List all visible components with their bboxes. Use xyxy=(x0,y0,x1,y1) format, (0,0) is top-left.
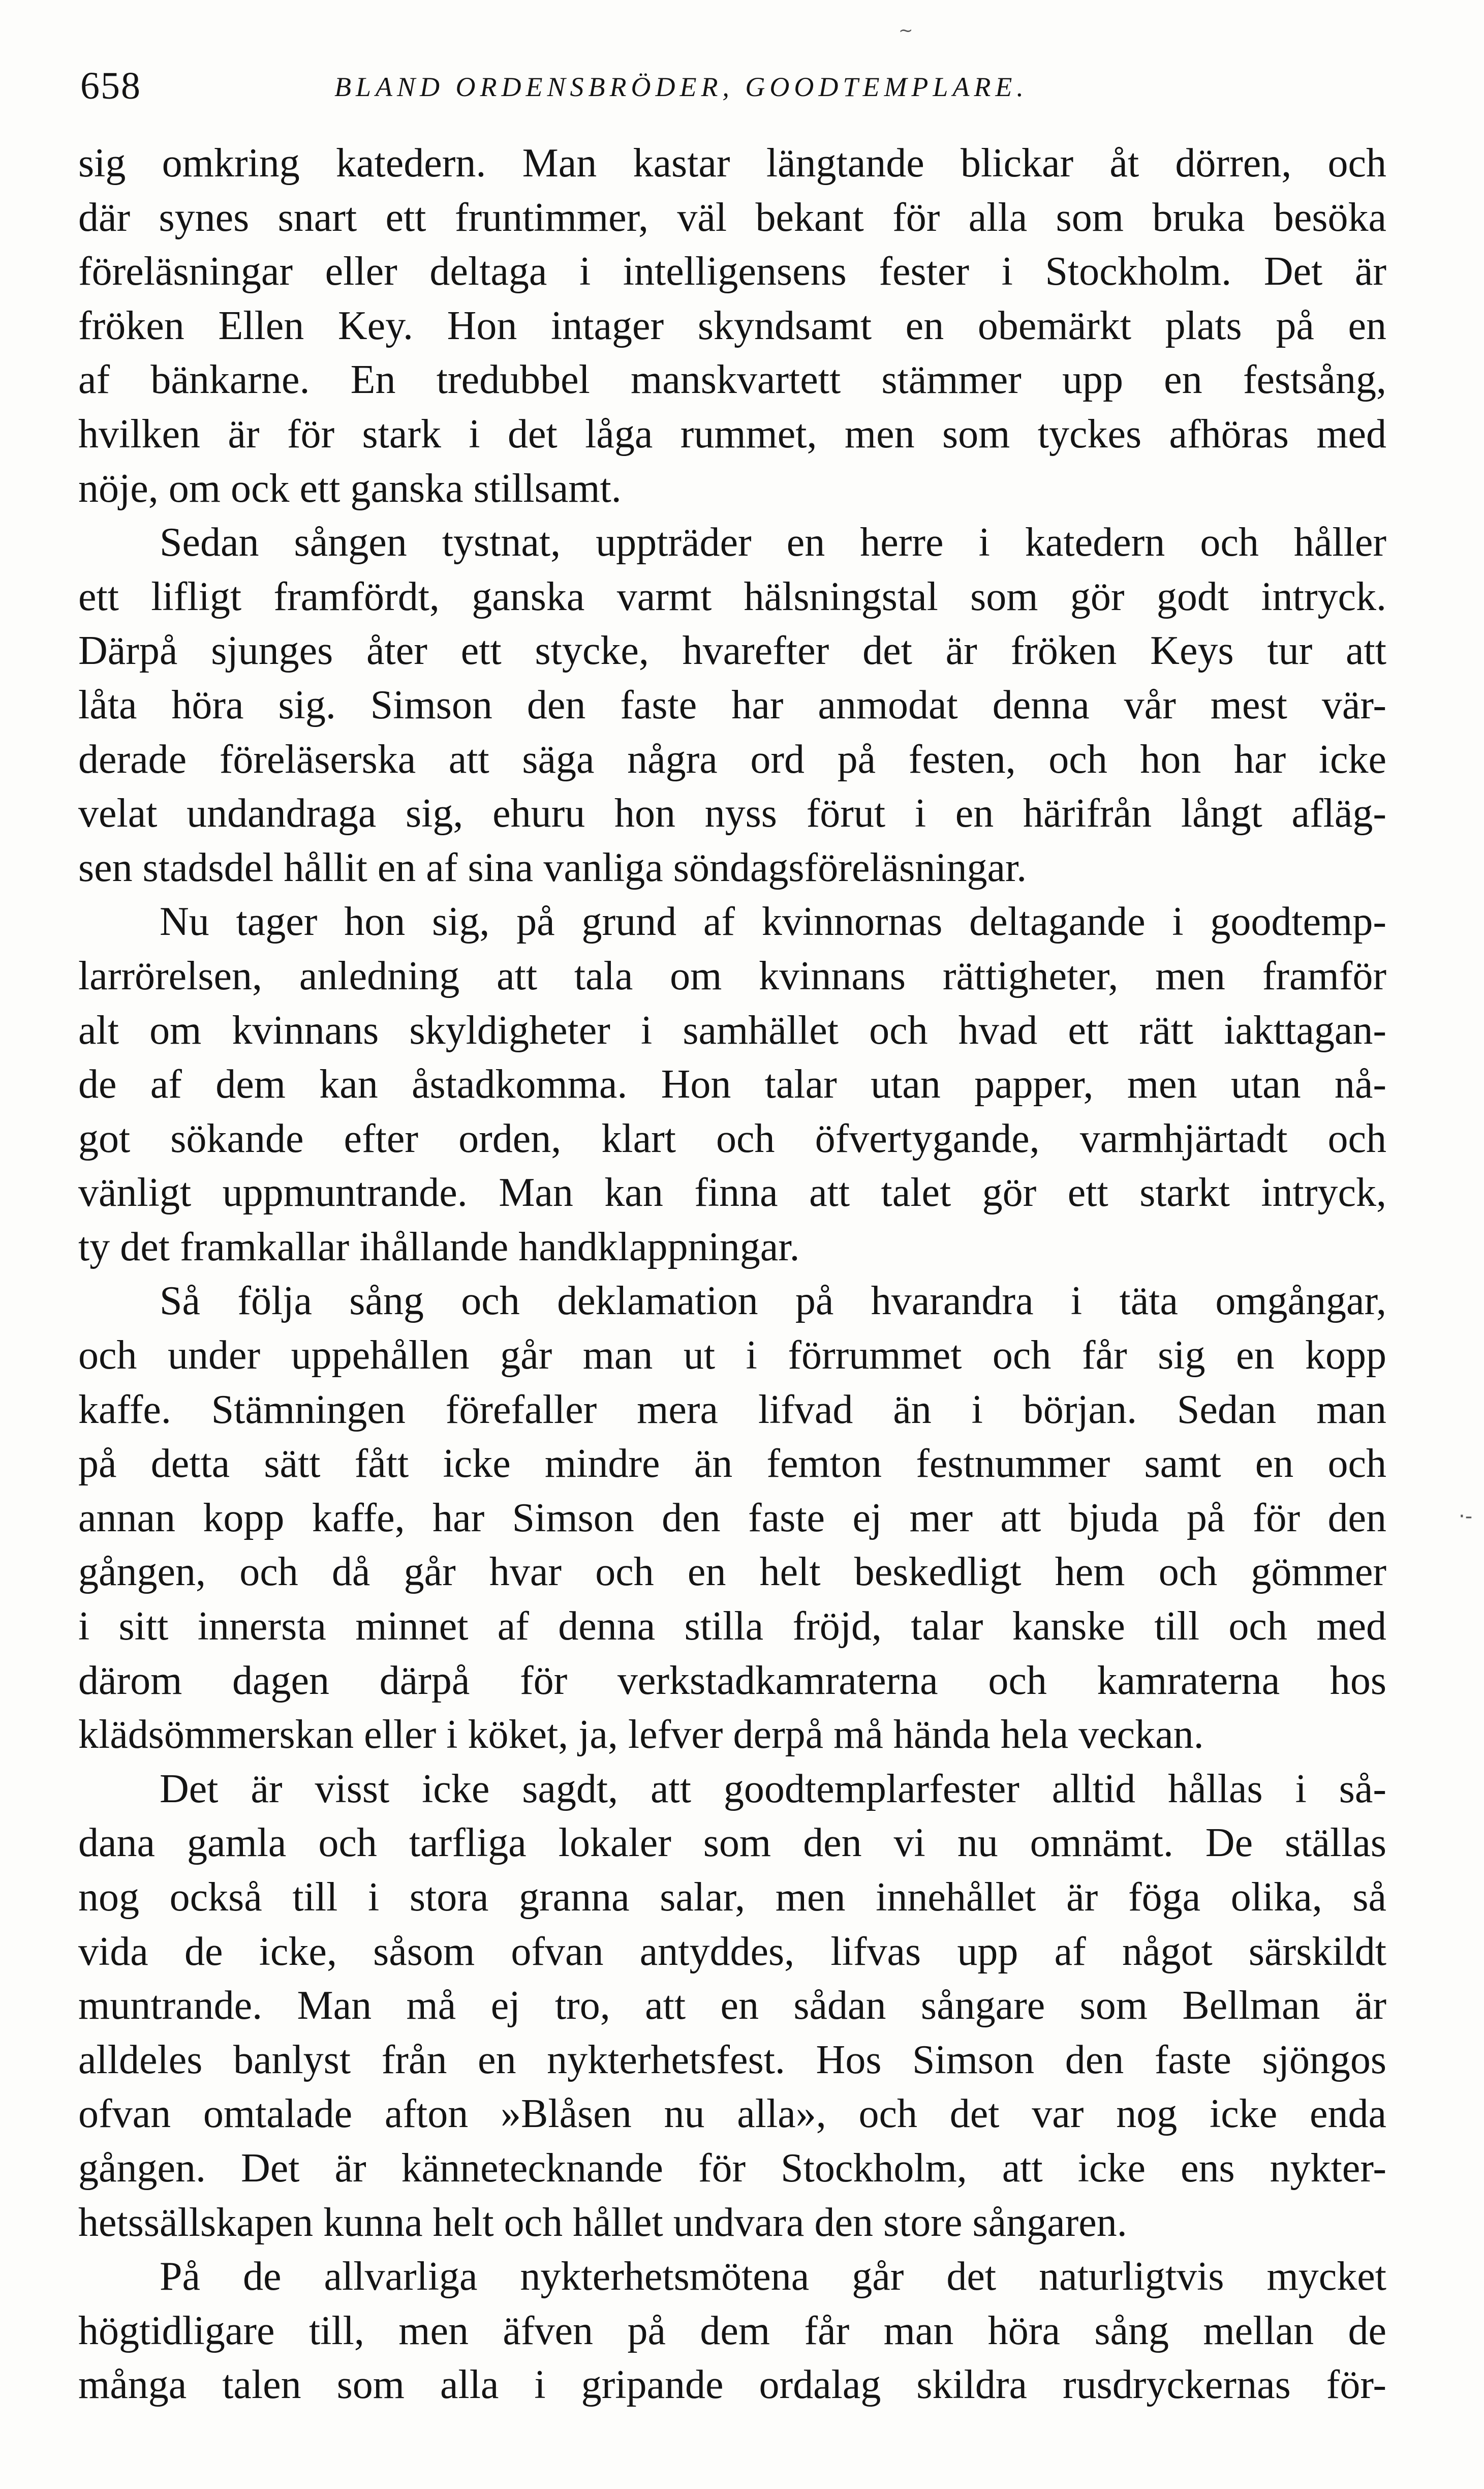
text-line: nog också till i stora granna salar, men innehållet är föga olika, så xyxy=(78,1875,1386,1920)
text-line: och under uppehållen går man ut i förrummet och får sig en kopp xyxy=(78,1333,1386,1378)
text-line: nöje, om ock ett ganska stillsamt. xyxy=(78,466,622,511)
text-line: vida de icke, såsom ofvan antyddes, lifvas upp af något särskildt xyxy=(78,1929,1386,1974)
text-line: got sökande efter orden, klart och öfvertygande, varmhjärtadt och xyxy=(78,1116,1386,1161)
text-line: på detta sätt fått icke mindre än femton festnummer samt en och xyxy=(78,1441,1386,1486)
text-line: sig omkring katedern. Man kastar längtande blickar åt dörren, och xyxy=(78,141,1386,186)
text-line: På de allvarliga nykterhetsmötena går det naturligtvis mycket xyxy=(160,2254,1386,2299)
text-line: derade föreläserska att säga några ord på festen, och hon har icke xyxy=(78,737,1386,782)
text-line: alt om kvinnans skyldigheter i samhället och hvad ett rätt iakttagan- xyxy=(78,1008,1386,1053)
text-line: högtidligare till, men äfven på dem får man höra sång mellan de xyxy=(78,2308,1386,2353)
text-line: Det är visst icke sagdt, att goodtemplarfester alltid hållas i så- xyxy=(160,1766,1386,1811)
text-line: sen stadsdel hållit en af sina vanliga söndagsföreläsningar. xyxy=(78,845,1027,890)
text-line: gången. Det är kännetecknande för Stockholm, att icke ens nykter- xyxy=(78,2145,1386,2191)
text-line: hetssällskapen kunna helt och hållet undvara den store sångaren. xyxy=(78,2200,1127,2245)
text-line: föreläsningar eller deltaga i intelligensens fester i Stockholm. Det är xyxy=(78,249,1386,294)
text-line: Sedan sången tystnat, uppträder en herre i katedern och håller xyxy=(160,520,1386,565)
margin-mark-top: ~ xyxy=(899,20,913,41)
text-line: muntrande. Man må ej tro, att en sådan sångare som Bellman är xyxy=(78,1983,1386,2028)
text-line: många talen som alla i gripande ordalag skildra rusdryckernas för- xyxy=(78,2362,1386,2408)
text-line: kaffe. Stämningen förefaller mera lifvad än i början. Sedan man xyxy=(78,1387,1386,1432)
margin-mark-right: ·- xyxy=(1459,1505,1473,1528)
text-line: gången, och då går hvar och en helt beskedligt hem och gömmer xyxy=(78,1550,1386,1595)
text-line: Så följa sång och deklamation på hvarandra i täta omgångar, xyxy=(160,1279,1386,1324)
text-line: ett lifligt framfördt, ganska varmt hälsningstal som gör godt intryck. xyxy=(78,574,1386,619)
text-line: i sitt innersta minnet af denna stilla fröjd, talar kanske till och med xyxy=(78,1604,1386,1649)
text-line: dana gamla och tarfliga lokaler som den vi nu omnämt. De ställas xyxy=(78,1820,1386,1866)
text-line: alldeles banlyst från en nykterhetsfest. Hos Simson den faste sjöngos xyxy=(78,2037,1386,2082)
page-number: 658 xyxy=(80,65,141,107)
body-text xyxy=(78,136,1386,2412)
text-line: ofvan omtalade afton »Blåsen nu alla», och det var nog icke enda xyxy=(78,2091,1386,2137)
text-line: fröken Ellen Key. Hon intager skyndsamt en obemärkt plats på en xyxy=(78,303,1386,348)
text-line: annan kopp kaffe, har Simson den faste ej mer att bjuda på för den xyxy=(78,1495,1386,1540)
text-line: klädsömmerskan eller i köket, ja, lefver derpå må hända hela veckan. xyxy=(78,1712,1204,1757)
text-line: af bänkarne. En tredubbel manskvartett stämmer upp en festsång, xyxy=(78,357,1386,403)
page-header xyxy=(80,56,1381,112)
text-line: Nu tager hon sig, på grund af kvinnornas deltagande i goodtemp- xyxy=(160,899,1386,945)
text-line: därom dagen därpå för verkstadkamraterna och kamraterna hos xyxy=(78,1658,1386,1703)
text-line: Därpå sjunges åter ett stycke, hvarefter det är fröken Keys tur att xyxy=(78,628,1386,674)
text-line: vänligt uppmuntrande. Man kan finna att talet gör ett starkt intryck, xyxy=(78,1170,1386,1216)
text-line: de af dem kan åstadkomma. Hon talar utan papper, men utan nå- xyxy=(78,1062,1386,1107)
running-title: BLAND ORDENSBRÖDER, GOODTEMPLARE. xyxy=(334,72,1028,102)
text-line: velat undandraga sig, ehuru hon nyss förut i en härifrån långt afläg- xyxy=(78,791,1386,836)
text-line: låta höra sig. Simson den faste har anmodat denna vår mest vär- xyxy=(78,682,1386,727)
text-line: hvilken är för stark i det låga rummet, men som tyckes afhöras med xyxy=(78,411,1386,457)
text-line: larrörelsen, anledning att tala om kvinnans rättigheter, men framför xyxy=(78,953,1386,998)
text-line: ty det framkallar ihållande handklappningar. xyxy=(78,1224,800,1269)
text-line: där synes snart ett fruntimmer, väl bekant för alla som bruka besöka xyxy=(78,195,1386,240)
